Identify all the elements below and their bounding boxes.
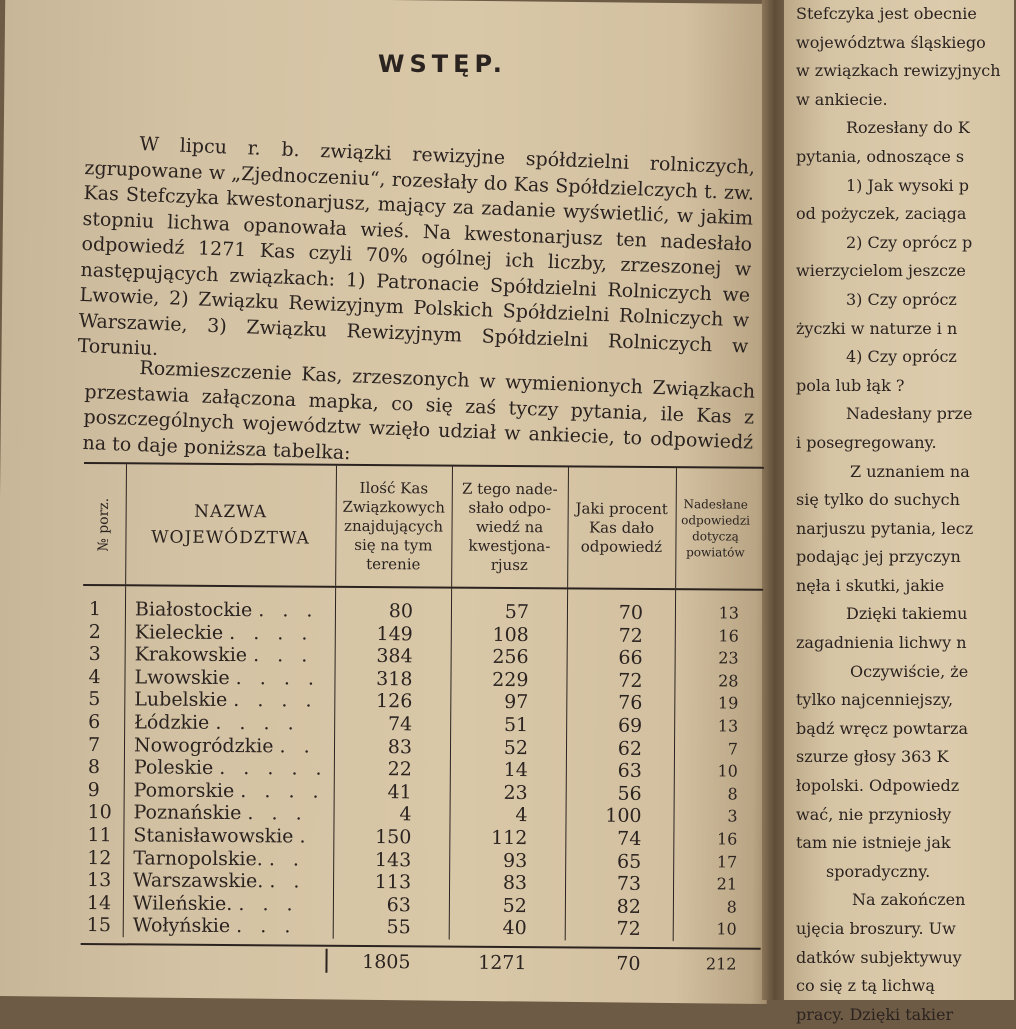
voivodeship-name [133,847,305,871]
cell-total: 74 [387,713,413,736]
right-line: wać, nie przyniosły [796,804,952,824]
right-line: Dzięki takiemu [846,604,968,624]
cell-total: 4 [399,803,412,826]
cell-total: 83 [387,735,413,758]
voivodeship-name [133,892,299,916]
table-row [81,914,761,941]
right-line: podając jej przyczyn [796,547,961,567]
cell-percent: 62 [617,737,643,760]
voivodeship-name [134,666,320,690]
cell-percent: 100 [605,804,642,828]
right-line: województwa śląskiego [796,32,986,52]
row-number: 1 [88,598,102,621]
right-line: Na zakończen [852,890,966,910]
cell-percent: 56 [617,782,642,805]
right-page-text [796,0,1016,1029]
cell-percent: 66 [618,646,643,670]
right-line: od pożyczek, zaciąga [796,204,967,224]
table-header [83,462,764,591]
leader-dots: . . . . [240,779,325,803]
cell-districts: 13 [718,603,740,623]
cell-answered: 229 [492,668,529,691]
voivodeship-name [133,802,307,826]
cell-answered: 51 [503,713,529,737]
paragraph-text: W lipcu r. b. związki rewizyjne spółdzielni rolniczych, zgrupowane w „Zjednoczeniu“, rozesłały do Kas Spółdzielczych t. zw. Kas Stefczyka kwestonarjusz, mający za zadanie wyświetlić, w jakim stopniu lichwa opanowała wieś. Na kwestonarjusz ten nadesłało odpowiedź 1271 Kas czyli 70% ogólnej ich liczby, zrzeszonej w następujących związkach: 1) Patronacie Spółdzielni Rolniczych we Lwowie, 2) Związku Rewizyjnym Polskich Spółdzielni Rolniczych w Warszawie, 3) Związku Rewizyjnym Spółdzielni Rolniczych w Toruniu. [77,133,756,360]
voivodeship-name [135,598,319,622]
cell-percent: 72 [616,918,641,941]
name-text: Poznańskie [133,801,242,825]
voivodeship-table [80,462,764,980]
cell-percent: 73 [616,872,642,896]
leader-dots: . . . . [235,666,321,690]
leader-dots: . . [279,734,316,758]
cell-answered: 4 [515,804,528,827]
right-line: Rozesłany do K [846,118,970,138]
header-total: Ilość Kas Związkowych znajdujących się na tym terenie [342,478,445,573]
cell-total: 384 [376,645,413,668]
cell-answered: 83 [502,872,528,895]
page-title: WSTĘP. [378,50,507,78]
name-text: Warszawskie. [133,869,264,893]
cell-districts: 3 [727,806,738,826]
right-line: nęła i skutki, jakie [796,575,945,595]
cell-total: 149 [376,622,413,645]
total-percent: 70 [616,952,641,975]
cell-total: 41 [387,780,412,804]
cell-total: 22 [387,758,412,781]
right-line: i posegregowany. [796,432,937,452]
leader-dots: . . . [236,915,297,938]
name-text: Wileńskie. [132,892,233,915]
cell-total: 150 [375,825,412,849]
cell-percent: 69 [617,714,643,737]
row-number: 15 [86,914,112,937]
right-line: 3) Czy oprócz [846,289,957,309]
cell-districts: 16 [718,626,739,646]
name-text: Poleskie [133,756,214,780]
right-line: pracy. Dzięki takier [796,1004,954,1024]
voivodeship-name [134,689,317,713]
cell-answered: 57 [504,600,530,624]
cell-answered: 52 [502,894,527,917]
cell-answered: 108 [492,623,529,646]
cell-districts: 8 [727,784,738,804]
cell-total: 63 [386,893,411,917]
leader-dots: . . . [258,599,319,622]
cell-answered: 112 [491,826,528,850]
intro-paragraph [77,130,755,385]
right-line: Oczywiście, że [850,661,969,681]
cell-percent: 72 [618,624,643,647]
cell-percent: 76 [618,692,643,715]
leader-dots: . . . . [215,711,300,735]
name-text: Tarnopolskie. [133,846,263,870]
cell-total: 318 [376,667,413,691]
name-text: Kieleckie [134,620,224,644]
cell-districts: 17 [716,851,738,872]
leader-dots: . . [269,870,306,893]
totals-divider [325,949,327,973]
right-line: życzki w naturze i n [796,318,958,338]
leader-dots: . . . [247,802,308,825]
cell-total: 113 [374,871,412,894]
leader-dots: . . . . . [219,757,328,780]
paragraph-text: Rozmieszczenie Kas, zrzeszonych w wymienionych Związkach przestawia załączona mapka, co się zaś tyczy pytania, ile Kas z poszczególnych województw wzięło udział w ankiecie, to odpowiedź na to daje poniższa tabelka: [82,357,756,464]
cell-total: 80 [388,600,414,623]
right-line: Nadesłany prze [846,404,973,424]
right-line: 1) Jak wysoki p [846,175,969,195]
header-no-label: № porz. [95,497,113,552]
right-line: wierzycielom jeszcze [796,261,966,281]
header-name: NAZWA WOJEWÓDZTWA [151,501,310,549]
row-number: 13 [87,869,112,892]
cell-districts: 13 [717,716,739,736]
cell-total: 143 [374,848,412,871]
row-number: 6 [88,711,101,734]
right-line: ujęcia broszury. Uw [796,919,956,938]
name-text: Nowogródzkie [133,733,274,757]
right-line: datków subjektywuy [796,947,962,967]
voivodeship-name [133,915,297,939]
cell-districts: 21 [716,874,738,894]
cell-percent: 72 [618,669,643,692]
name-text: Lwowskie [134,666,230,689]
cell-districts: 10 [716,919,737,939]
cell-total: 126 [375,690,413,713]
right-line: 2) Czy oprócz p [846,232,973,252]
right-line: łopolski. Odpowiedz [796,776,960,796]
right-line: szurze głosy 363 K [796,747,949,767]
row-number: 2 [88,620,101,643]
leader-dots: . . [268,847,306,871]
row-number: 7 [87,733,101,756]
cell-percent: 63 [617,759,642,783]
cell-answered: 14 [503,759,528,782]
cell-districts: 23 [718,648,739,668]
name-text: Wołyńskie [132,914,231,938]
leader-dots: . [299,825,312,848]
cell-answered: 40 [502,917,527,940]
cell-answered: 52 [503,736,529,759]
row-number: 9 [87,778,100,801]
name-text: Białostockie [134,598,253,622]
table-totals-row [80,943,760,980]
row-number: 12 [87,846,112,869]
voivodeship-name [135,621,314,645]
right-line: tylko najcenniejszy, [796,690,954,710]
row-number: 5 [88,688,101,711]
row-number: 11 [87,823,112,847]
leader-dots: . . . [253,644,314,667]
header-no [83,464,126,584]
voivodeship-name [134,757,328,781]
cell-percent: 82 [616,895,641,918]
total-answered: 1271 [478,951,527,975]
right-line: pytania, odnoszące s [796,146,965,166]
voivodeship-name [134,734,316,758]
right-line: pola lub łąk ? [796,375,905,395]
leader-dots: . . . . [233,689,318,713]
header-percent: Jaki procent Kas dało odpowiedź [575,498,668,556]
name-text: Pomorskie [133,779,235,802]
right-line: bądź wręcz powtarza [796,718,968,738]
row-number: 3 [88,643,101,666]
cell-percent: 65 [616,850,642,873]
name-text: Stanisławowskie [133,824,294,848]
row-number: 8 [87,756,101,779]
name-text: Łódzkie [134,711,210,734]
right-line: sporadyczny. [826,861,931,881]
leader-dots: . . . . [229,621,314,645]
name-text: Lubelskie [134,688,228,712]
right-line: narjuszu pytania, lecz [796,518,974,538]
voivodeship-name [133,869,306,893]
voivodeship-name [134,711,300,735]
header-answered: Z tego nade- słało odpo- wiedź na kwestjona- rjusz [461,479,558,574]
cell-answered: 97 [504,691,529,714]
right-line: zagadnienia lichwy n [796,633,967,653]
voivodeship-name [133,824,311,848]
right-line: co się z tą lichwą [796,976,935,996]
cell-answered: 256 [492,646,529,669]
cell-districts: 10 [717,761,738,781]
cell-answered: 23 [503,781,528,804]
right-line: tam nie istnieje jak [796,833,951,853]
right-line: 4) Czy oprócz [846,347,957,367]
cell-districts: 19 [717,693,739,713]
row-number: 14 [86,891,112,914]
table-body [81,586,763,942]
cell-percent: 70 [618,601,644,624]
header-districts: Nadesłane odpowiedzi dotyczą powiatów [681,497,751,560]
voivodeship-name [134,779,325,803]
voivodeship-name [135,644,314,668]
total-kas: 1805 [362,950,411,974]
cell-percent: 74 [617,827,642,850]
cell-districts: 16 [716,829,738,849]
right-line: Z uznaniem na [850,461,970,481]
right-line: w związkach rewizyjnych [796,61,1001,81]
name-text: Krakowskie [134,643,248,667]
right-line: w ankiecie. [796,89,888,109]
cell-total: 55 [386,916,411,939]
leader-dots: . . . [238,892,299,916]
cell-districts: 28 [718,671,739,691]
cell-answered: 93 [502,849,528,872]
row-number: 4 [88,665,101,688]
cell-districts: 7 [727,739,739,759]
right-line: się tylko do suchych [796,490,960,510]
row-number: 10 [87,801,112,824]
cell-districts: 8 [726,897,737,917]
total-districts: 212 [705,954,737,974]
right-line: Stefczyka jest obecnie [796,4,977,23]
